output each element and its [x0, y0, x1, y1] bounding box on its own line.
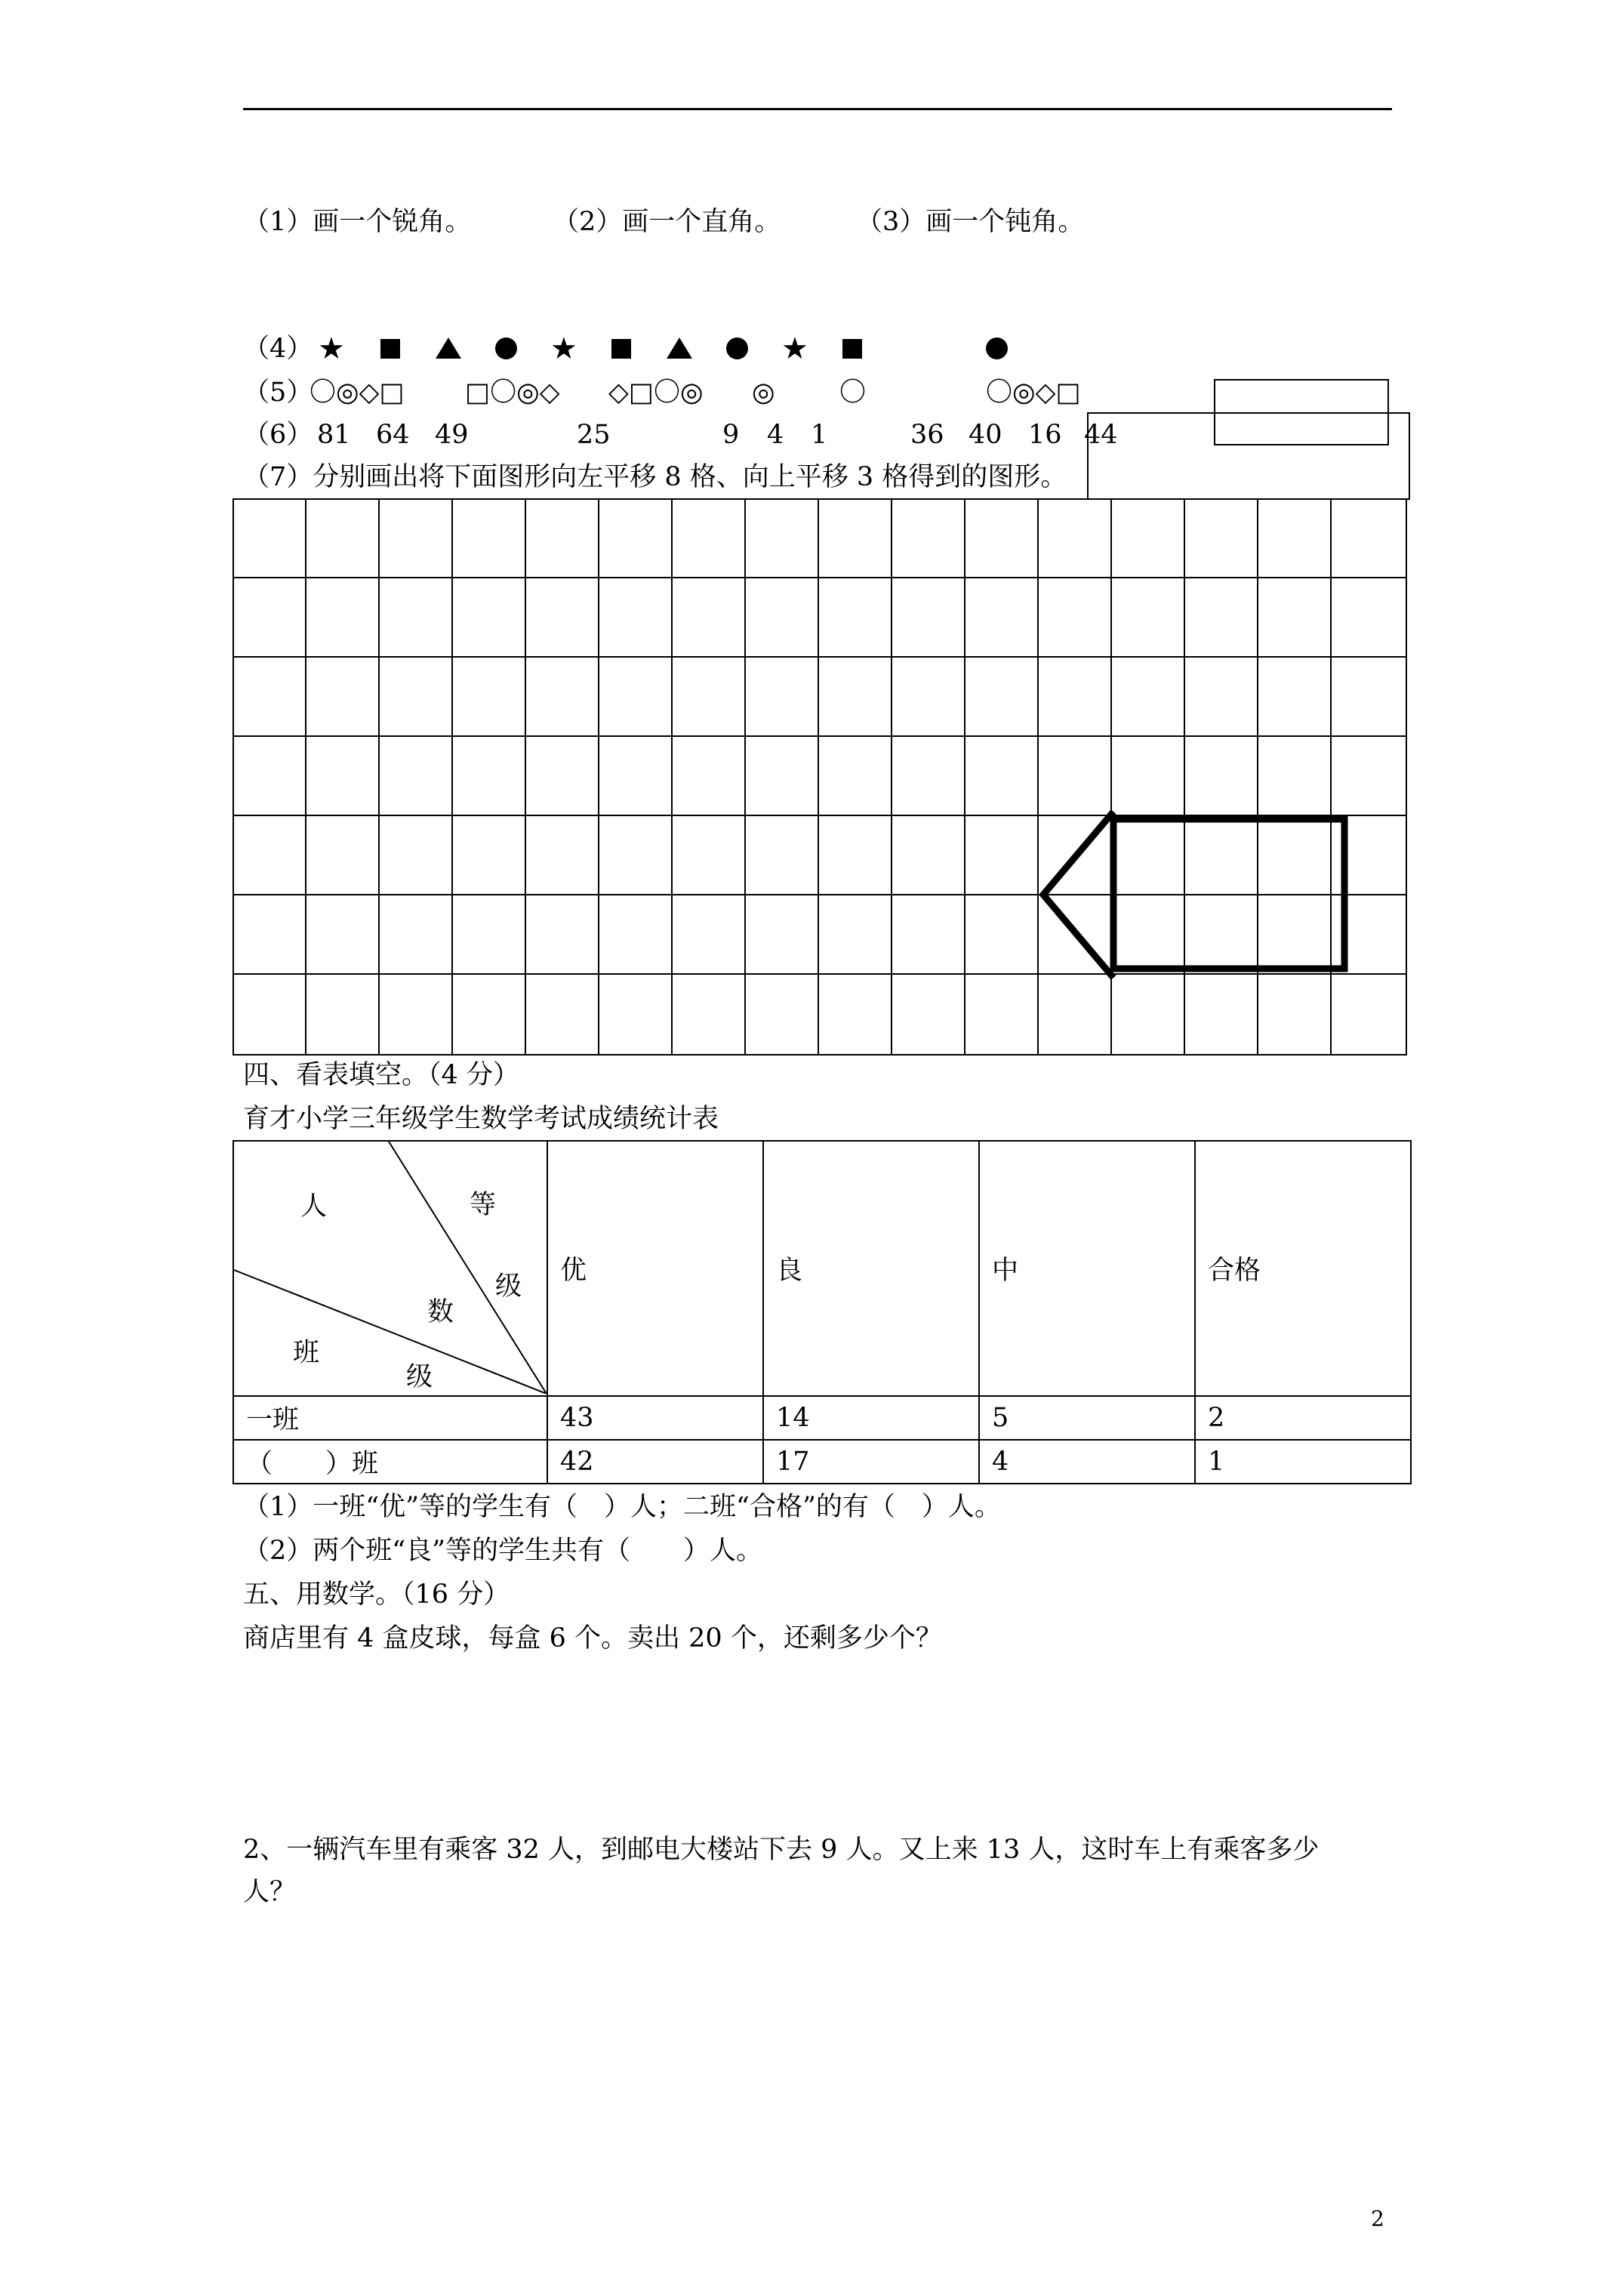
q6-number: 81	[317, 420, 351, 450]
q6-number: 1	[811, 420, 828, 450]
question-1: （1）画一个锐角。	[243, 207, 472, 237]
translation-grid	[233, 498, 1407, 1056]
table-question-1: （1）一班“优”等的学生有（ ）人；二班“合格”的有（ ）人。	[243, 1492, 1001, 1522]
circle-icon	[726, 337, 748, 359]
star-icon: ★	[781, 331, 808, 366]
row-label: （ ）班	[233, 1440, 547, 1484]
header-rule	[243, 108, 1392, 110]
table-row	[233, 1440, 1411, 1484]
triangle-icon	[667, 337, 692, 359]
score-table	[233, 1140, 1412, 1484]
header-label: 数	[427, 1297, 454, 1327]
q5-group: 〇	[839, 378, 867, 408]
square-icon	[611, 339, 631, 359]
column-header: 优	[547, 1141, 763, 1396]
q6-number: 49	[435, 420, 469, 450]
table-cell: 5	[979, 1396, 1195, 1440]
q6-number: 4	[767, 420, 784, 450]
question-5-prefix: （5）	[243, 378, 313, 408]
q6-number: 36	[910, 420, 944, 450]
q5-group: ◇□〇◎	[608, 378, 704, 408]
column-header: 中	[979, 1141, 1195, 1396]
question-7: （7）分别画出将下面图形向左平移 8 格、向上平移 3 格得到的图形。	[243, 462, 1067, 492]
square-icon	[380, 339, 400, 359]
table-row	[233, 1396, 1411, 1440]
q6-number: 25	[577, 420, 611, 450]
row-label: 一班	[233, 1396, 547, 1440]
question-2: （2）画一个直角。	[553, 207, 781, 237]
word-problem-1: 商店里有 4 盒皮球，每盒 6 个。卖出 20 个，还剩多少个？	[243, 1623, 942, 1653]
column-header: 良	[763, 1141, 979, 1396]
question-6-prefix: （6）	[243, 420, 313, 450]
table-cell: 14	[763, 1396, 979, 1440]
header-label: 级	[495, 1271, 522, 1302]
table-cell: 2	[1195, 1396, 1411, 1440]
table-title: 育才小学三年级学生数学考试成绩统计表	[243, 1104, 719, 1134]
q5-group: ◎	[752, 378, 775, 408]
table-cell: 17	[763, 1440, 979, 1484]
question-4-sequence	[0, 332, 1623, 365]
table-cell: 42	[547, 1440, 763, 1484]
q6-number: 40	[969, 420, 1002, 450]
answer-box	[1087, 412, 1410, 500]
header-label: 级	[406, 1362, 433, 1392]
header-label: 等	[470, 1190, 497, 1220]
triangle-icon	[436, 337, 461, 359]
section-5-title: 五、用数学。（16 分）	[243, 1579, 510, 1610]
table-cell: 4	[979, 1440, 1195, 1484]
question-3: （3）画一个钝角。	[856, 207, 1085, 237]
star-icon: ★	[318, 331, 345, 366]
question-4-prefix: （4）	[243, 334, 313, 364]
column-header: 合格	[1195, 1141, 1411, 1396]
table-cell: 43	[547, 1396, 763, 1440]
word-problem-2-line1: 2、一辆汽车里有乘客 32 人，到邮电大楼站下去 9 人。又上来 13 人，这时车上有乘客多少	[243, 1835, 1320, 1865]
word-problem-2-line2: 人？	[243, 1877, 297, 1907]
q5-group: 〇◎◇□	[310, 378, 405, 408]
circle-icon	[495, 337, 517, 359]
diagonal-header-cell	[233, 1141, 547, 1396]
q5-group: 〇◎◇□	[986, 378, 1081, 408]
table-question-2: （2）两个班“良”等的学生共有（ ）人。	[243, 1536, 763, 1566]
header-label: 人	[300, 1191, 328, 1222]
header-label: 班	[293, 1338, 320, 1368]
q6-number: 64	[376, 420, 410, 450]
q6-number: 44	[1084, 420, 1118, 450]
section-4-title: 四、看表填空。（4 分）	[243, 1060, 519, 1090]
square-icon	[842, 339, 862, 359]
table-cell: 1	[1195, 1440, 1411, 1484]
q6-number: 16	[1028, 420, 1062, 450]
circle-icon	[986, 337, 1008, 359]
page-number: 2	[1371, 2206, 1384, 2231]
q5-group: □〇◎◇	[465, 378, 560, 408]
star-icon: ★	[550, 331, 577, 366]
q6-number: 9	[722, 420, 740, 450]
